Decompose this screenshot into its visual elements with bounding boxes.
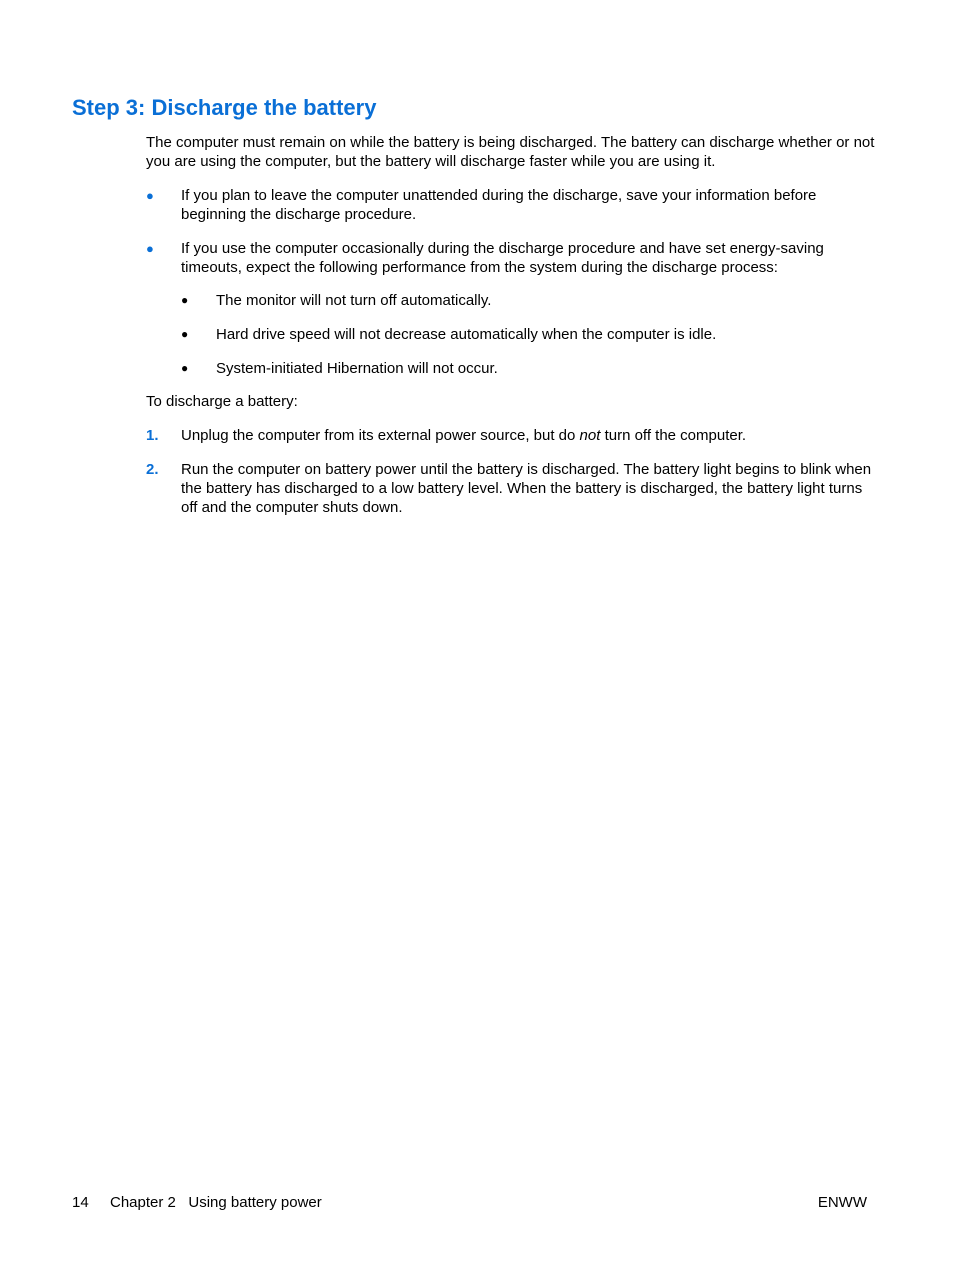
bullet-icon: ● <box>146 188 154 203</box>
step-text-emphasis: not <box>579 427 601 444</box>
step-number: 2. <box>146 461 159 478</box>
list-item <box>146 239 876 277</box>
sub-list-item-text: System-initiated Hibernation will not occur. <box>216 360 498 377</box>
step-item <box>146 426 876 445</box>
sub-list-item-text: The monitor will not turn off automatically. <box>216 292 492 309</box>
bullet-icon: ● <box>181 327 189 341</box>
sub-list-item <box>181 325 876 344</box>
step-text-part: Unplug the computer from its external power source, but do <box>181 427 580 444</box>
bullet-icon: ● <box>181 293 189 307</box>
step-text: Run the computer on battery power until the battery is discharged. The battery light begins to blink when the battery has discharged to a low battery level. When the battery is discharged, the battery light turns off and the computer shuts down. <box>181 461 872 516</box>
sub-list-item-text: Hard drive speed will not decrease automatically when the computer is idle. <box>216 326 717 343</box>
step-text <box>181 426 876 445</box>
bullet-icon: ● <box>146 241 154 256</box>
section-heading: Step 3: Discharge the battery <box>72 95 377 120</box>
step-text-part: turn off the computer. <box>600 427 747 444</box>
step-number: 1. <box>146 427 159 444</box>
intro-paragraph: The computer must remain on while the battery is being discharged. The battery can discharge whether or not you are using the computer, but the battery will discharge faster while you are using it. <box>146 134 875 170</box>
list-item-text: If you use the computer occasionally during the discharge procedure and have set energy-saving timeouts, expect the following performance from the system during the discharge process: <box>181 240 824 276</box>
document-code: ENWW <box>817 1194 867 1211</box>
step-item <box>146 460 876 517</box>
chapter-title: Chapter 2 Using battery power <box>110 1194 322 1211</box>
sub-list-item <box>181 291 876 310</box>
page-number: 14 <box>72 1194 89 1211</box>
list-item-text: If you plan to leave the computer unattended during the discharge, save your information before beginning the discharge procedure. <box>181 187 817 223</box>
bullet-icon: ● <box>181 361 189 375</box>
steps-intro: To discharge a battery: <box>146 393 298 410</box>
list-item <box>146 186 876 224</box>
sub-list-item <box>181 359 876 378</box>
